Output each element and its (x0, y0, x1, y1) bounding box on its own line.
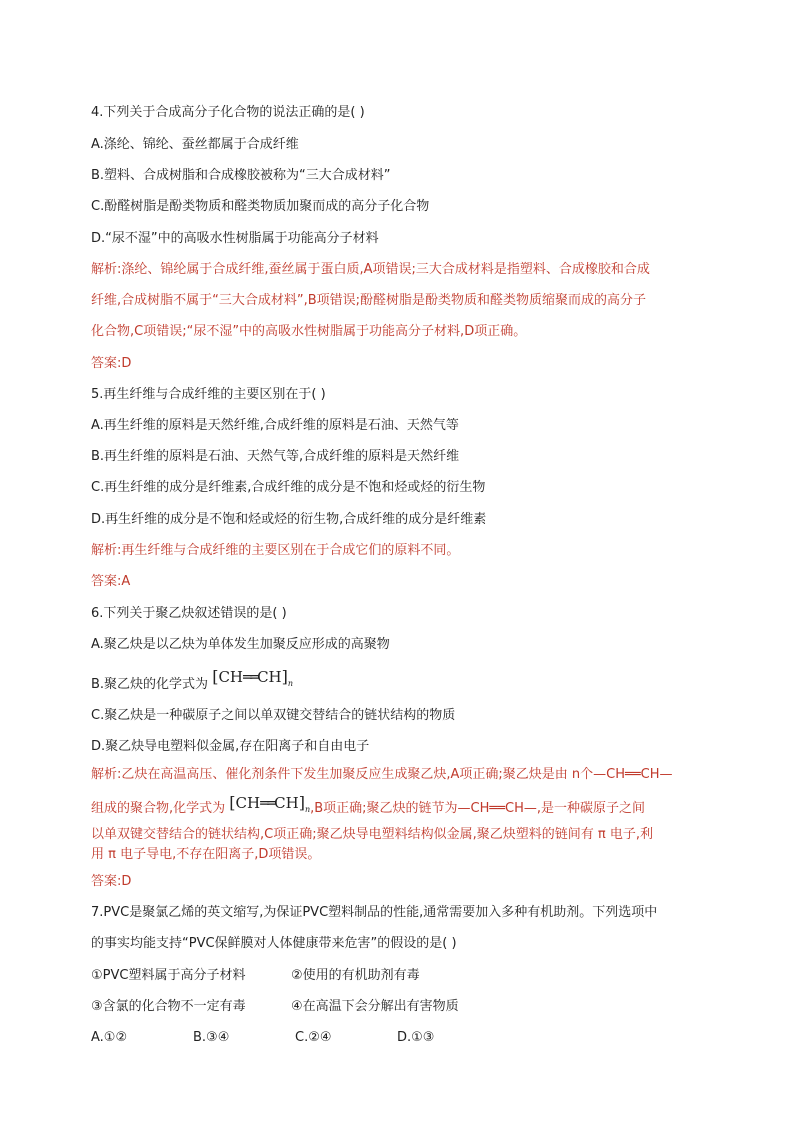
q7-facts-row (91, 967, 420, 985)
q7-fact: ④在高温下会分解出有害物质 (291, 999, 459, 1014)
q7-choices-row (91, 1029, 499, 1047)
formula-left-bracket: [ (212, 667, 219, 686)
formula-subscript-n: n (304, 805, 311, 814)
q5-option-d: D.再生纤维的成分是不饱和烃或烃的衍生物,合成纤维的成分是纤维素 (91, 512, 487, 527)
q6-stem: 6.下列关于聚乙炔叙述错误的是( ) (91, 606, 287, 621)
q6-answer: 答案:D (91, 874, 132, 889)
q6-option-d: D.聚乙炔导电塑料似金属,存在阳离子和自由电子 (91, 739, 370, 754)
q6-analysis-line (91, 793, 646, 819)
q5-analysis: 解析:再生纤维与合成纤维的主要区别在于合成它们的原料不同。 (91, 543, 460, 558)
formula-ch: CH (218, 668, 244, 686)
formula-ch: CH (257, 668, 282, 686)
q7-stem-line: 的事实均能支持“PVC保鲜膜对人体健康带来危害”的假设的是( ) (91, 936, 457, 951)
q7-choice-c: C.②④ (295, 1030, 332, 1045)
q4-option-b: B.塑料、合成树脂和合成橡胶被称为“三大合成材料” (91, 168, 391, 183)
q5-option-b: B.再生纤维的原料是石油、天然气等,合成纤维的原料是天然纤维 (91, 449, 460, 464)
q4-analysis-line: 解析:涤纶、锦纶属于合成纤维,蚕丝属于蛋白质,A项错误;三大合成材料是指塑料、合成橡胶和合成 (91, 262, 650, 277)
q7-fact: ③含氯的化合物不一定有毒 (91, 999, 246, 1014)
q6-analysis-suffix: ,B项正确;聚乙炔的链节为—CH══CH—,是一种碳原子之间 (310, 801, 646, 816)
q6-option-b (91, 667, 294, 695)
q6-analysis-line: 解析:乙炔在高温高压、催化剂条件下发生加聚反应生成聚乙炔,A项正确;聚乙炔是由 n个—CH══CH— (91, 767, 673, 782)
q7-stem-line: 7.PVC是聚氯乙烯的英文缩写,为保证PVC塑料制品的性能,通常需要加入多种有机助剂。下列选项中 (91, 905, 658, 920)
q6-option-b-label: B.聚乙炔的化学式为 (91, 677, 209, 692)
q6-option-a: A.聚乙炔是以乙炔为单体发生加聚反应形成的高聚物 (91, 637, 390, 652)
polyacetylene-formula-inline (229, 794, 310, 815)
formula-right-bracket: ] (298, 793, 305, 812)
q4-stem: 4.下列关于合成高分子化合物的说法正确的是( ) (91, 105, 365, 120)
q7-fact: ②使用的有机助剂有毒 (291, 968, 420, 983)
formula-double-bond: ══ (260, 794, 275, 812)
q4-analysis-line: 纤维,合成树脂不属于“三大合成材料”,B项错误;酚醛树脂是酚类物质和醛类物质缩聚而成的高分子 (91, 293, 647, 308)
q5-option-a: A.再生纤维的原料是天然纤维,合成纤维的原料是石油、天然气等 (91, 418, 459, 433)
q7-fact: ①PVC塑料属于高分子材料 (91, 968, 246, 983)
formula-double-bond: ══ (243, 668, 258, 686)
q6-analysis-line: 用 π 电子导电,不存在阳离子,D项错误。 (91, 847, 321, 862)
formula-subscript-n: n (287, 679, 294, 688)
formula-right-bracket: ] (281, 667, 288, 686)
polyacetylene-formula (212, 668, 293, 689)
q7-choice-b: B.③④ (193, 1030, 230, 1045)
q7-choice-d: D.①③ (397, 1030, 435, 1045)
q4-option-a: A.涤纶、锦纶、蚕丝都属于合成纤维 (91, 137, 299, 152)
q4-analysis-line: 化合物,C项错误;“尿不湿”中的高吸水性树脂属于功能高分子材料,D项正确。 (91, 324, 527, 339)
formula-left-bracket: [ (229, 793, 236, 812)
formula-ch: CH (235, 794, 261, 812)
q7-facts-row (91, 998, 459, 1016)
q5-option-c: C.再生纤维的成分是纤维素,合成纤维的成分是不饱和烃或烃的衍生物 (91, 480, 486, 495)
formula-ch: CH (274, 794, 299, 812)
q5-answer: 答案:A (91, 574, 131, 589)
q6-option-c: C.聚乙炔是一种碳原子之间以单双键交替结合的链状结构的物质 (91, 708, 456, 723)
q5-stem: 5.再生纤维与合成纤维的主要区别在于( ) (91, 387, 326, 402)
q4-answer: 答案:D (91, 356, 132, 371)
q4-option-c: C.酚醛树脂是酚类物质和醛类物质加聚而成的高分子化合物 (91, 199, 430, 214)
q6-analysis-line: 以单双键交替结合的链状结构,C项正确;聚乙炔导电塑料结构似金属,聚乙炔塑料的链间有 π 电子,利 (91, 827, 653, 842)
q7-choice-a: A.①② (91, 1030, 128, 1045)
q6-analysis-prefix: 组成的聚合物,化学式为 (91, 801, 226, 816)
q4-option-d: D.“尿不湿”中的高吸水性树脂属于功能高分子材料 (91, 231, 379, 246)
